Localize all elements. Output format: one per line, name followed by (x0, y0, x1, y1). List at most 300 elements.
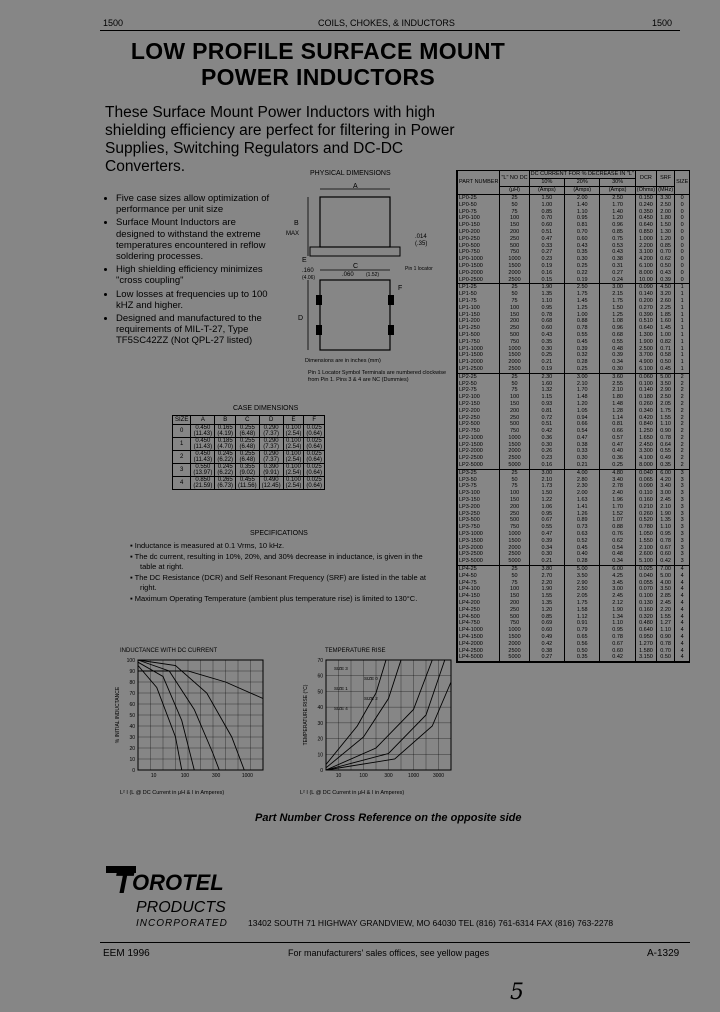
part-cell: LP4-1500 (458, 634, 500, 641)
case-dim-cell: 0.100 (2.54) (283, 425, 304, 438)
part-cell: 1.50 (600, 305, 635, 312)
part-cell: 0.69 (529, 620, 564, 627)
case-dim-cell: 0.290 (7.37) (259, 425, 283, 438)
part-cell: 100 (500, 394, 529, 401)
part-cell: 0.43 (657, 270, 675, 277)
part-cell: 2.40 (600, 490, 635, 497)
part-cell: 0.30 (600, 366, 635, 373)
part-row (458, 421, 690, 428)
case-size-cell: 3 (173, 464, 191, 477)
part-cell: 4.80 (600, 469, 635, 476)
part-cell: 0.85 (657, 243, 675, 250)
part-cell: 3.700 (635, 352, 656, 359)
part-cell: LP3-50 (458, 477, 500, 484)
part-cell: 0.150 (635, 195, 656, 202)
part-cell: 0.480 (635, 620, 656, 627)
part-cell: 0.47 (565, 435, 600, 442)
part-cell: 1.90 (657, 511, 675, 518)
part-cell: 4.200 (635, 256, 656, 263)
part-cell: 1.58 (565, 607, 600, 614)
part-row (458, 517, 690, 524)
part-cell: 1 (675, 359, 690, 366)
part-cell: 2 (675, 373, 690, 380)
part-cell: 0.66 (600, 428, 635, 435)
case-dims-row (173, 477, 325, 490)
part-cell: LP2-250 (458, 415, 500, 422)
part-cell: 1500 (500, 442, 529, 449)
data-curve (138, 662, 194, 770)
part-cell: 4 (675, 614, 690, 621)
part-cell: 0.58 (657, 352, 675, 359)
part-cell: LP4-2500 (458, 648, 500, 655)
part-cell: 2.70 (529, 573, 564, 580)
part-cell: 750 (500, 620, 529, 627)
x-tick-label: 100 (180, 773, 190, 779)
part-cell: 0.27 (529, 249, 564, 256)
part-cell: 1 (675, 318, 690, 325)
case-dims-header: B (215, 416, 236, 425)
part-cell: 2.20 (529, 580, 564, 587)
part-cell: 0.35 (565, 654, 600, 661)
part-cell: LP4-2000 (458, 641, 500, 648)
dim-label-d: D (298, 315, 304, 322)
col-dcr: DCR (635, 171, 656, 187)
part-cell: 0.95 (529, 305, 564, 312)
part-cell: 0.62 (657, 256, 675, 263)
case-dims-header: SIZE (173, 416, 191, 425)
part-row (458, 448, 690, 455)
header-rule (100, 30, 680, 31)
y-tick-label: 50 (317, 689, 323, 696)
feature-bullet: • Surface Mount Inductors are designed to withstand the extreme temperatures encountered in reflow soldering processes. (116, 217, 276, 262)
part-cell: 2.80 (565, 477, 600, 484)
part-cell: 0.68 (600, 332, 635, 339)
specs-list (130, 541, 440, 605)
part-cell: 0 (675, 249, 690, 256)
part-cell: 3.40 (657, 483, 675, 490)
part-cell: 2 (675, 401, 690, 408)
part-cell: 2.10 (565, 381, 600, 388)
part-cell: 1.45 (657, 325, 675, 332)
part-cell: 0.95 (565, 215, 600, 222)
part-cell: LP2-1500 (458, 442, 500, 449)
dimension-drawing (280, 180, 455, 365)
part-row (458, 558, 690, 565)
part-cell: 1.75 (657, 408, 675, 415)
part-row (458, 648, 690, 655)
col-pct: 30% (600, 179, 635, 187)
dim-label-e: E (302, 257, 307, 264)
part-cell: 3.30 (657, 195, 675, 202)
dim-label-152: (1.52) (366, 272, 380, 278)
part-cell: 4.100 (635, 455, 656, 462)
part-cell: 2.05 (657, 401, 675, 408)
part-cell: LP3-100 (458, 490, 500, 497)
part-cell: 1.50 (657, 222, 675, 229)
case-dim-cell: 0.245 (6.22) (215, 464, 236, 477)
part-row (458, 209, 690, 216)
part-cell: 1.25 (565, 305, 600, 312)
y-tick-label: 0 (132, 768, 135, 774)
x-tick-label: 10 (150, 773, 157, 779)
part-cell: 2 (675, 387, 690, 394)
x-tick-label: 100 (359, 773, 368, 779)
part-cell: 0.96 (600, 222, 635, 229)
size-curve-label: SIZE 3 (334, 666, 348, 671)
part-cell: 2 (675, 415, 690, 422)
part-row (458, 366, 690, 373)
part-cell: 3.00 (657, 490, 675, 497)
part-cell: 2.10 (657, 504, 675, 511)
part-cell: 0.25 (529, 352, 564, 359)
part-cell: 1.580 (635, 648, 656, 655)
feature-bullet: • Five case sizes allow optimization of performance per unit size (116, 193, 276, 215)
part-cell: 0.30 (565, 455, 600, 462)
part-row (458, 381, 690, 388)
part-row (458, 634, 690, 641)
part-cell: 0 (675, 215, 690, 222)
part-cell: 1500 (500, 352, 529, 359)
part-cell: 4 (675, 607, 690, 614)
part-row (458, 318, 690, 325)
part-cell: LP3-5000 (458, 558, 500, 565)
part-cell: 2.500 (635, 346, 656, 353)
part-row (458, 435, 690, 442)
part-row (458, 586, 690, 593)
case-dims-title: CASE DIMENSIONS (233, 405, 299, 412)
part-cell: 0.70 (565, 229, 600, 236)
part-cell: 200 (500, 600, 529, 607)
part-row (458, 428, 690, 435)
part-cell: 0.25 (565, 366, 600, 373)
part-cell: 1.26 (565, 511, 600, 518)
part-cell: LP2-150 (458, 401, 500, 408)
title-line-1: LOW PROFILE SURFACE MOUNT (130, 38, 506, 64)
part-cell: 75 (500, 209, 529, 216)
part-row (458, 469, 690, 476)
part-cell: 2.20 (657, 607, 675, 614)
part-cell: 1.60 (529, 381, 564, 388)
part-cell: 3 (675, 531, 690, 538)
spec-item: ▪ The DC Resistance (DCR) and Self Resonant Frequency (SRF) are listed in the table at right. (130, 573, 426, 592)
part-cell: 0.60 (565, 236, 600, 243)
part-cell: 0.065 (635, 477, 656, 484)
part-row (458, 566, 690, 573)
y-tick-label: 30 (129, 735, 135, 741)
part-cell: 250 (500, 325, 529, 332)
parts-table (457, 171, 689, 662)
part-row (458, 504, 690, 511)
part-cell: 0.42 (529, 428, 564, 435)
x-tick-label: 300 (211, 773, 221, 779)
part-cell: 0.39 (529, 538, 564, 545)
part-cell: 1.06 (529, 504, 564, 511)
part-cell: 3 (675, 504, 690, 511)
logo-products: PRODUCTS (136, 899, 226, 916)
case-dim-cell: 0.450 (11.43) (191, 438, 215, 451)
part-cell: 0.55 (529, 524, 564, 531)
part-cell: 2.10 (529, 477, 564, 484)
part-row (458, 394, 690, 401)
part-cell: 0.50 (657, 654, 675, 661)
part-cell: 1 (675, 332, 690, 339)
part-cell: LP2-2000 (458, 448, 500, 455)
part-cell: 4.900 (635, 359, 656, 366)
part-row (458, 545, 690, 552)
part-cell: 3.00 (600, 586, 635, 593)
part-cell: 2.90 (657, 387, 675, 394)
part-cell: 0.70 (529, 215, 564, 222)
part-cell: LP0-100 (458, 215, 500, 222)
part-cell: 250 (500, 607, 529, 614)
part-cell: 1.40 (600, 209, 635, 216)
case-dim-cell: 0.450 (11.43) (191, 451, 215, 464)
part-cell: 0.140 (635, 291, 656, 298)
part-cell: 3.20 (657, 291, 675, 298)
part-cell: 1.07 (600, 517, 635, 524)
part-cell: 1.75 (600, 298, 635, 305)
part-cell: LP0-75 (458, 209, 500, 216)
part-cell: 1.85 (657, 312, 675, 319)
dim-label-160: .160 (302, 268, 314, 274)
part-cell: 0.47 (600, 442, 635, 449)
part-cell: 0.81 (529, 408, 564, 415)
logo-name: OROTEL (132, 870, 224, 895)
pin-3 (388, 325, 394, 335)
part-cell: 1.10 (600, 620, 635, 627)
part-cell: 0 (675, 263, 690, 270)
case-dim-cell: 0.490 (12.45) (259, 477, 283, 490)
part-row (458, 352, 690, 359)
part-cell: LP1-25 (458, 284, 500, 291)
part-cell: 0.90 (657, 428, 675, 435)
part-cell: 3.00 (565, 373, 600, 380)
part-cell: 0.78 (600, 634, 635, 641)
part-cell: 1.28 (600, 408, 635, 415)
y-axis-label: TEMPERATURE RISE (°C) (303, 684, 309, 746)
part-cell: 1.41 (565, 504, 600, 511)
part-cell: 3.80 (529, 566, 564, 573)
part-cell: 2500 (500, 648, 529, 655)
case-dim-cell: 0.025 (0.64) (304, 477, 325, 490)
part-cell: 2.15 (600, 291, 635, 298)
part-cell: 1.10 (529, 298, 564, 305)
part-cell: 0.38 (529, 648, 564, 655)
y-tick-label: 0 (320, 768, 323, 774)
case-dim-cell: 0.025 (0.64) (304, 464, 325, 477)
part-cell: LP3-2000 (458, 545, 500, 552)
part-cell: 1.32 (529, 387, 564, 394)
part-cell: 0.30 (529, 442, 564, 449)
case-dim-cell: 0.550 (13.97) (191, 464, 215, 477)
part-cell: 0.62 (600, 538, 635, 545)
part-cell: 1.00 (565, 312, 600, 319)
part-cell: 0.70 (657, 648, 675, 655)
inductance-chart (110, 655, 280, 790)
logo-incorporated: INCORPORATED (136, 918, 228, 929)
part-cell: 1.550 (635, 538, 656, 545)
dim-label-035: (.35) (415, 241, 428, 247)
part-cell: 1000 (500, 435, 529, 442)
part-row (458, 222, 690, 229)
part-row (458, 477, 690, 484)
part-cell: LP0-750 (458, 249, 500, 256)
part-cell: 0.35 (565, 249, 600, 256)
part-cell: 1.050 (635, 531, 656, 538)
part-cell: 1.27 (657, 620, 675, 627)
col-pct: 20% (565, 179, 600, 187)
part-row (458, 538, 690, 545)
case-dims-header: F (304, 416, 325, 425)
part-cell: 150 (500, 497, 529, 504)
part-cell: LP2-750 (458, 428, 500, 435)
part-cell: 0.640 (635, 222, 656, 229)
part-cell: 0 (675, 236, 690, 243)
part-cell: 1000 (500, 256, 529, 263)
part-cell: 2000 (500, 448, 529, 455)
feature-bullet: • High shielding efficiency minimizes "cross coupling" (116, 264, 276, 286)
part-cell: 1.20 (565, 401, 600, 408)
part-cell: 0.22 (565, 270, 600, 277)
part-cell: LP1-150 (458, 312, 500, 319)
part-cell: 2.450 (635, 442, 656, 449)
part-cell: 2.78 (600, 483, 635, 490)
dimensions-pins-note: Pin 1 Locator Symbol Terminals are numbered clockwise from Pin 1. Pins 3 & 4 are NC (Dummies) (308, 370, 447, 383)
part-cell: 0.42 (657, 558, 675, 565)
part-cell: 0.35 (657, 462, 675, 469)
col-dc-current: DC CURRENT FOR % DECREASE IN "L" (530, 171, 634, 177)
case-dim-cell: 0.100 (2.54) (283, 464, 304, 477)
y-tick-label: 20 (317, 736, 323, 743)
part-cell: 500 (500, 332, 529, 339)
part-cell: 750 (500, 249, 529, 256)
part-row (458, 312, 690, 319)
part-cell: 1.35 (529, 291, 564, 298)
part-cell: 2.90 (565, 580, 600, 587)
case-dim-cell: 0.850 (21.59) (191, 477, 215, 490)
part-cell: 1 (675, 352, 690, 359)
part-cell: LP0-2000 (458, 270, 500, 277)
part-cell: 1.55 (529, 593, 564, 600)
part-cell: 750 (500, 339, 529, 346)
part-cell: 2.00 (565, 195, 600, 202)
part-cell: 0.38 (600, 256, 635, 263)
dim-label-b: B (294, 220, 299, 227)
part-cell: 0.025 (635, 566, 656, 573)
part-cell: LP2-5000 (458, 462, 500, 469)
part-cell: 0 (675, 243, 690, 250)
part-cell: 0 (675, 195, 690, 202)
part-cell: 250 (500, 236, 529, 243)
part-cell: 2.60 (657, 298, 675, 305)
part-cell: 0.39 (600, 352, 635, 359)
part-cell: 0 (675, 222, 690, 229)
col-inductance: "L" NO DC (500, 171, 529, 187)
part-row (458, 497, 690, 504)
part-cell: 1 (675, 325, 690, 332)
part-cell: 1.05 (565, 408, 600, 415)
part-cell: 1 (675, 298, 690, 305)
part-row (458, 462, 690, 469)
part-cell: 75 (500, 580, 529, 587)
part-row (458, 277, 690, 284)
part-cell: 3 (675, 511, 690, 518)
part-cell: 4.50 (657, 284, 675, 291)
part-cell: LP2-25 (458, 373, 500, 380)
part-cell: 50 (500, 477, 529, 484)
part-cell: 750 (500, 524, 529, 531)
part-row (458, 263, 690, 270)
part-cell: 1.14 (600, 415, 635, 422)
footer-center: For manufacturers' sales offices, see yellow pages (288, 948, 490, 958)
part-cell: LP3-25 (458, 469, 500, 476)
case-dim-cell: 0.025 (0.64) (304, 451, 325, 464)
part-cell: 100 (500, 490, 529, 497)
x-tick-label: 1000 (407, 773, 420, 779)
part-cell: 0.45 (565, 545, 600, 552)
part-cell: 5.00 (657, 573, 675, 580)
specs-title: SPECIFICATIONS (250, 530, 308, 537)
unit-srf: (MHz) (658, 187, 674, 193)
part-cell: 4 (675, 641, 690, 648)
part-cell: 0.45 (657, 366, 675, 373)
data-curve (326, 660, 432, 770)
part-cell: 0.350 (635, 209, 656, 216)
part-cell: 0.160 (635, 497, 656, 504)
part-cell: LP3-750 (458, 524, 500, 531)
part-cell: 2000 (500, 545, 529, 552)
part-cell: 0.67 (600, 641, 635, 648)
part-cell: 0 (675, 229, 690, 236)
spec-item: ▪ The dc current, resulting in 10%, 20%, and 30% decrease in inductance, is given in the table at right. (130, 552, 423, 571)
case-dims-row (173, 425, 325, 438)
size-curve-label: SIZE 0 (364, 676, 378, 681)
case-dims-row (173, 451, 325, 464)
part-cell: 0.23 (529, 256, 564, 263)
part-cell: 1.55 (657, 415, 675, 422)
part-cell: 3.300 (635, 448, 656, 455)
case-dim-cell: 0.290 (7.37) (259, 451, 283, 464)
col-size: SIZE (675, 171, 690, 195)
part-cell: 1.40 (565, 202, 600, 209)
part-cell: 4 (675, 654, 690, 661)
part-cell: 2.30 (529, 373, 564, 380)
part-cell: 1500 (500, 263, 529, 270)
part-cell: 2500 (500, 277, 529, 284)
part-row (458, 641, 690, 648)
part-row (458, 387, 690, 394)
y-tick-label: 20 (129, 746, 135, 752)
feature-list (106, 193, 276, 349)
part-cell: 2.12 (600, 600, 635, 607)
part-cell: 1.30 (657, 229, 675, 236)
part-row (458, 593, 690, 600)
chart1-title: INDUCTANCE WITH DC CURRENT (120, 648, 218, 654)
part-cell: 6.100 (635, 263, 656, 270)
part-cell: LP1-250 (458, 325, 500, 332)
part-row (458, 346, 690, 353)
part-cell: 0.52 (565, 538, 600, 545)
part-cell: 0.23 (529, 455, 564, 462)
case-dim-cell: 0.255 (6.48) (236, 438, 260, 451)
part-cell: LP4-500 (458, 614, 500, 621)
part-cell: LP4-750 (458, 620, 500, 627)
part-cell: 3.50 (657, 586, 675, 593)
part-cell: 1000 (500, 627, 529, 634)
part-cell: 0.240 (635, 202, 656, 209)
part-cell: 4 (675, 566, 690, 573)
part-cell: 0.89 (565, 517, 600, 524)
